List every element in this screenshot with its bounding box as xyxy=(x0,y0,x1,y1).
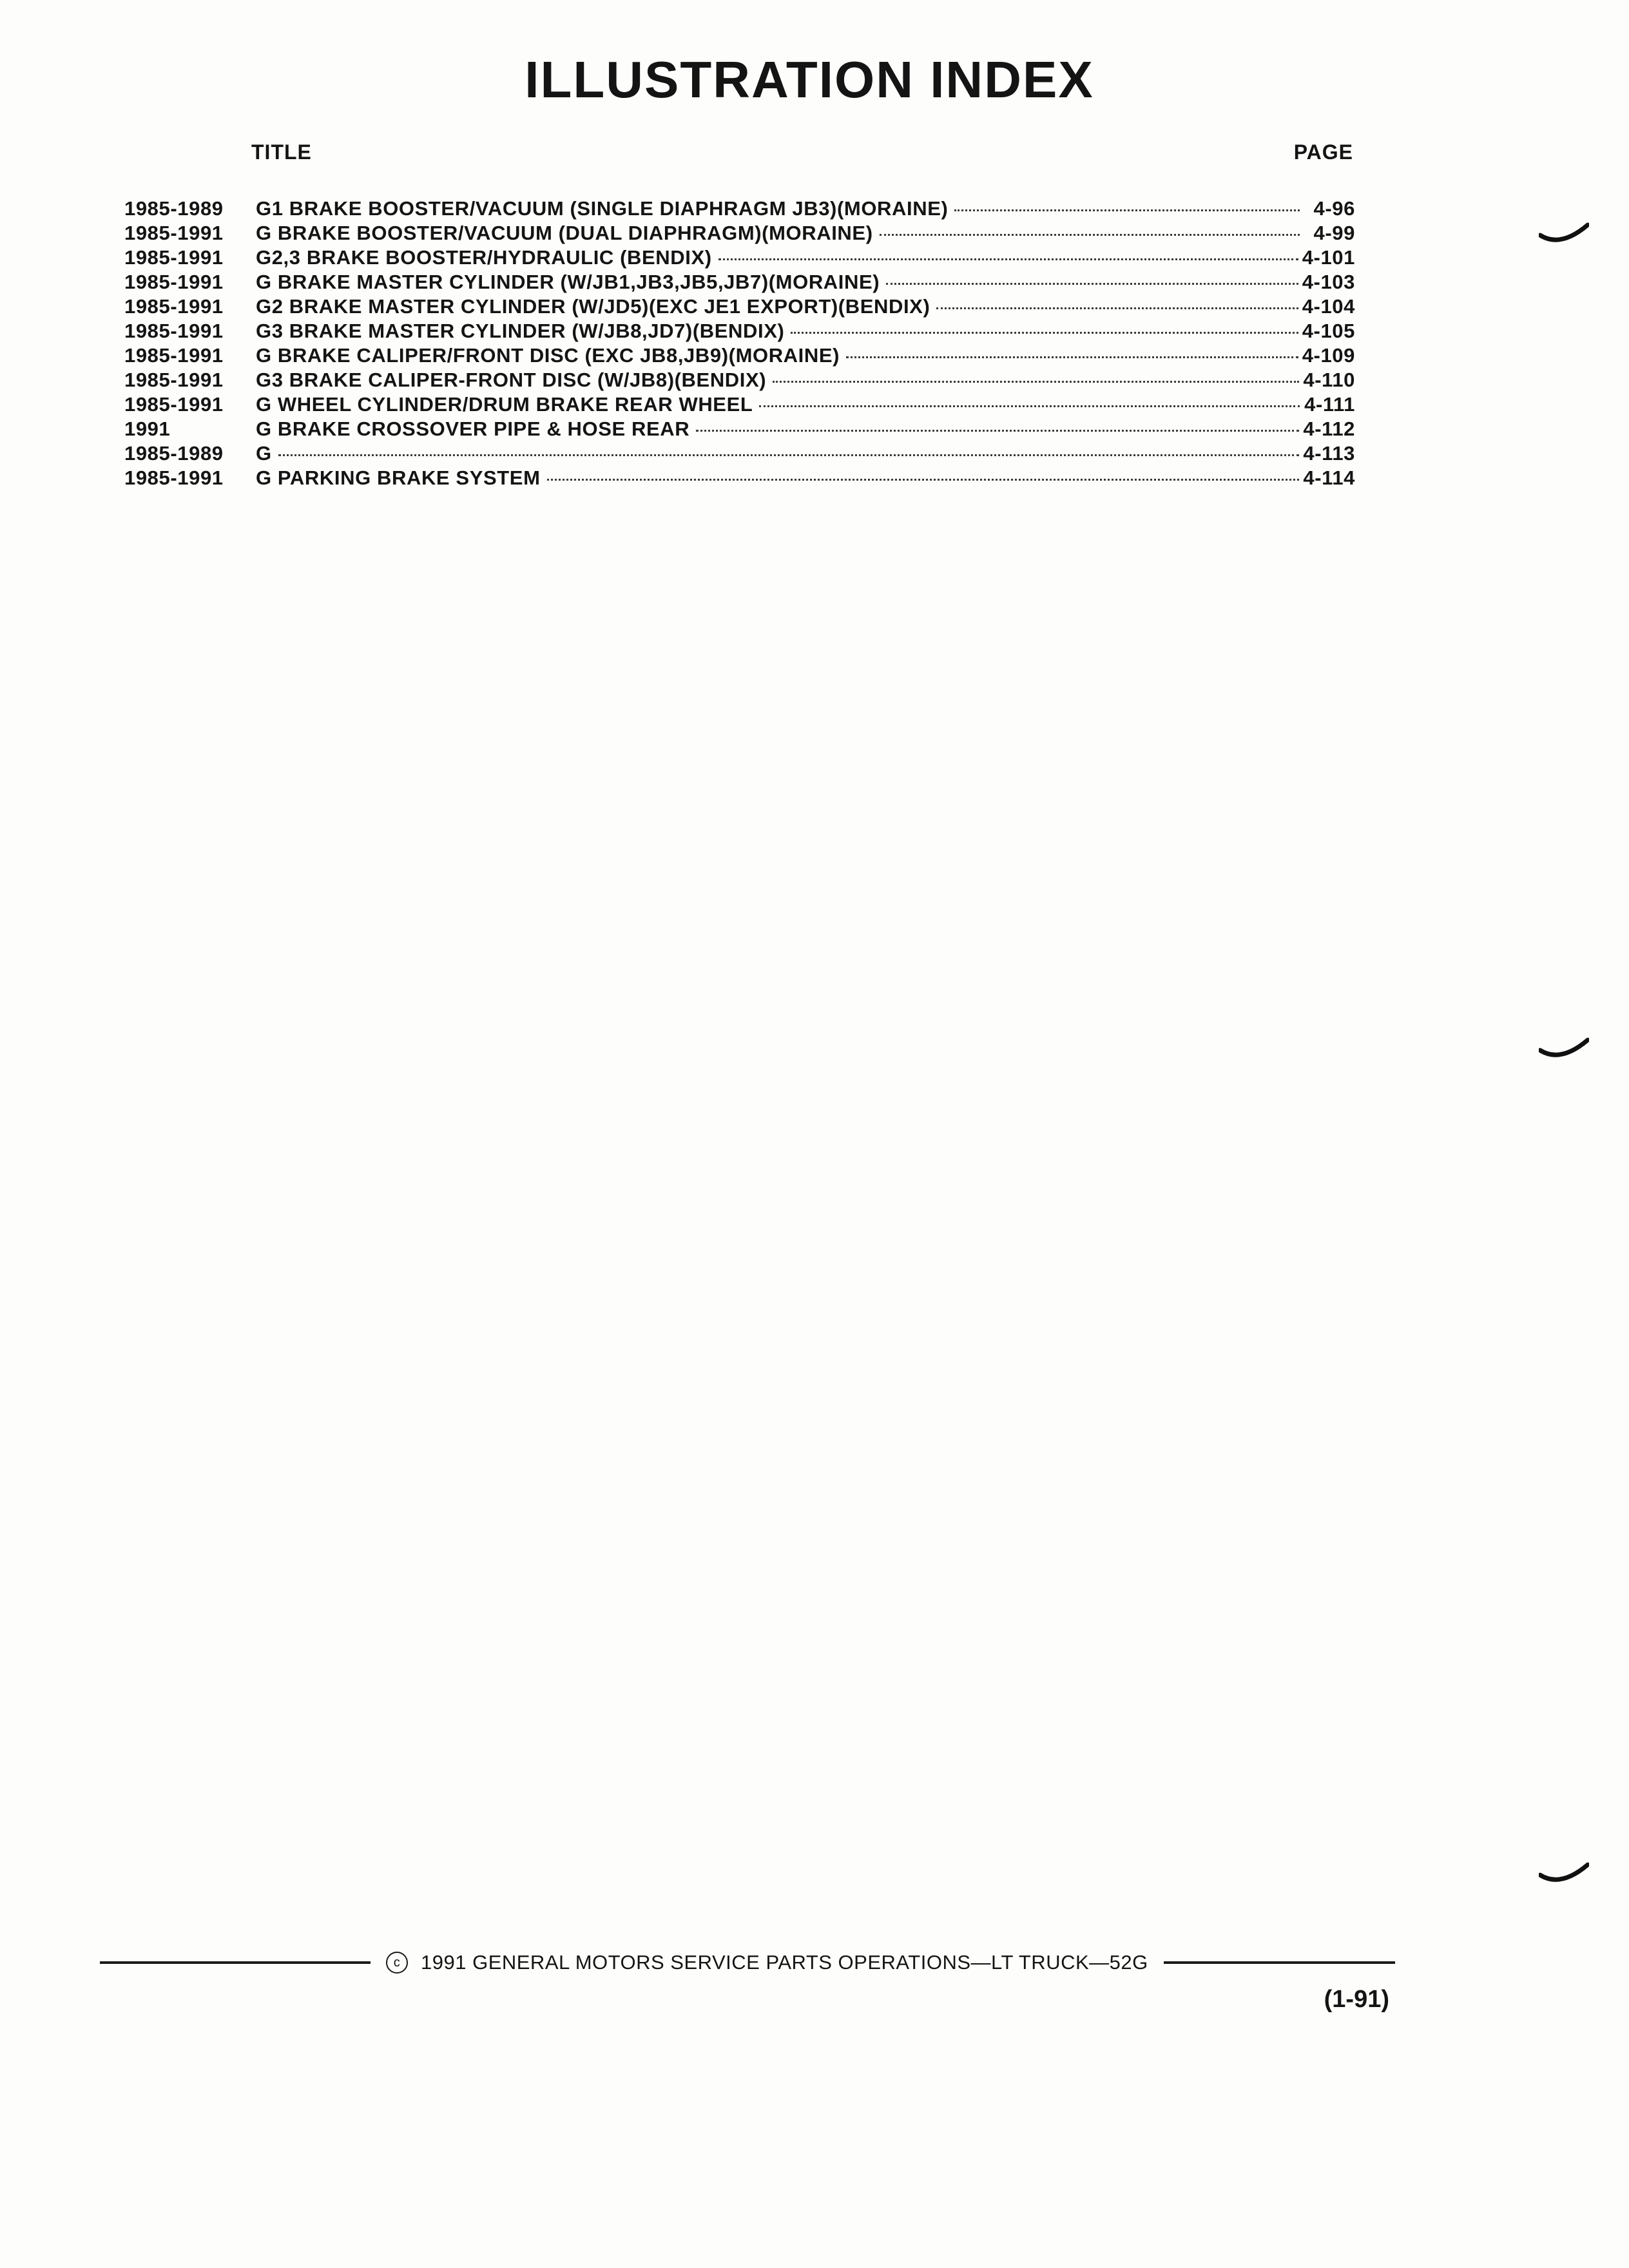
entry-years: 1985-1991 xyxy=(124,295,224,318)
index-entry xyxy=(124,295,1355,320)
entry-years: 1985-1991 xyxy=(124,320,224,342)
entry-description: G BRAKE CROSSOVER PIPE & HOSE REAR xyxy=(256,418,690,440)
entry-page-number: 4-99 xyxy=(1313,222,1355,244)
entry-page-number: 4-112 xyxy=(1303,418,1355,440)
footer-copyright-text: 1991 GENERAL MOTORS SERVICE PARTS OPERATIONS—LT TRUCK—52G xyxy=(421,1951,1148,1974)
copyright-icon: c xyxy=(386,1952,408,1974)
entry-page-number: 4-101 xyxy=(1302,246,1355,269)
entry-years: 1991 xyxy=(124,418,171,440)
entry-years: 1985-1989 xyxy=(124,442,224,465)
entry-description: G BRAKE MASTER CYLINDER (W/JB1,JB3,JB5,JB7)(MORAINE) xyxy=(256,271,880,293)
dot-leader xyxy=(696,430,1299,432)
index-entry xyxy=(124,222,1355,246)
index-entry xyxy=(124,320,1355,344)
index-entry xyxy=(124,246,1355,271)
entry-page-number: 4-96 xyxy=(1313,197,1355,220)
dot-leader xyxy=(880,234,1300,236)
binder-ring-mark-icon xyxy=(1539,1862,1589,1888)
dot-leader xyxy=(718,258,1298,260)
entry-description: G2 BRAKE MASTER CYLINDER (W/JD5)(EXC JE1 EXPORT)(BENDIX) xyxy=(256,295,930,318)
entry-description: G xyxy=(256,442,272,465)
dot-leader xyxy=(759,405,1300,407)
index-entry xyxy=(124,418,1355,442)
footer-rule-left xyxy=(100,1961,371,1964)
dot-leader xyxy=(954,209,1300,211)
entry-page-number: 4-105 xyxy=(1302,320,1355,342)
dot-leader xyxy=(886,283,1298,285)
index-entry xyxy=(124,344,1355,369)
dot-leader xyxy=(846,356,1298,358)
entry-page-number: 4-114 xyxy=(1303,466,1355,489)
entry-years: 1985-1991 xyxy=(124,393,224,416)
entry-page-number: 4-103 xyxy=(1302,271,1355,293)
binder-ring-mark-icon xyxy=(1539,222,1589,248)
dot-leader xyxy=(278,454,1300,456)
dot-leader xyxy=(791,332,1298,334)
entry-years: 1985-1991 xyxy=(124,222,224,244)
entry-description: G WHEEL CYLINDER/DRUM BRAKE REAR WHEEL xyxy=(256,393,753,416)
index-entry xyxy=(124,393,1355,418)
entry-years: 1985-1991 xyxy=(124,246,224,269)
entry-description: G3 BRAKE CALIPER-FRONT DISC (W/JB8)(BENDIX) xyxy=(256,369,767,391)
index-entry xyxy=(124,369,1355,393)
entry-description: G BRAKE BOOSTER/VACUUM (DUAL DIAPHRAGM)(MORAINE) xyxy=(256,222,873,244)
footer-text-group xyxy=(371,1951,1164,1974)
page-column-header: PAGE xyxy=(1293,140,1353,164)
index-entry xyxy=(124,442,1355,466)
entry-description: G2,3 BRAKE BOOSTER/HYDRAULIC (BENDIX) xyxy=(256,246,712,269)
index-entry xyxy=(124,466,1355,491)
dot-leader xyxy=(936,307,1298,309)
entry-page-number: 4-111 xyxy=(1304,393,1355,416)
illustration-index-list xyxy=(124,197,1355,491)
entry-years: 1985-1989 xyxy=(124,197,224,220)
entry-description: G BRAKE CALIPER/FRONT DISC (EXC JB8,JB9)(MORAINE) xyxy=(256,344,840,367)
entry-years: 1985-1991 xyxy=(124,344,224,367)
dot-leader xyxy=(547,479,1300,481)
entry-years: 1985-1991 xyxy=(124,466,224,489)
entry-page-number: 4-109 xyxy=(1302,344,1355,367)
entry-description: G1 BRAKE BOOSTER/VACUUM (SINGLE DIAPHRAGM JB3)(MORAINE) xyxy=(256,197,949,220)
entry-description: G PARKING BRAKE SYSTEM xyxy=(256,466,541,489)
binder-ring-mark-icon xyxy=(1539,1037,1589,1063)
page-title: ILLUSTRATION INDEX xyxy=(525,51,1094,108)
footer-rule-right xyxy=(1164,1961,1395,1964)
entry-page-number: 4-113 xyxy=(1303,442,1355,465)
entry-page-number: 4-110 xyxy=(1303,369,1355,391)
entry-description: G3 BRAKE MASTER CYLINDER (W/JB8,JD7)(BENDIX) xyxy=(256,320,785,342)
page-footer xyxy=(100,1951,1395,1974)
title-column-header: TITLE xyxy=(251,140,312,164)
entry-years: 1985-1991 xyxy=(124,271,224,293)
dot-leader xyxy=(773,381,1299,383)
index-entry xyxy=(124,197,1355,222)
entry-years: 1985-1991 xyxy=(124,369,224,391)
revision-date: (1-91) xyxy=(1324,1986,1389,2013)
index-entry xyxy=(124,271,1355,295)
entry-page-number: 4-104 xyxy=(1302,295,1355,318)
